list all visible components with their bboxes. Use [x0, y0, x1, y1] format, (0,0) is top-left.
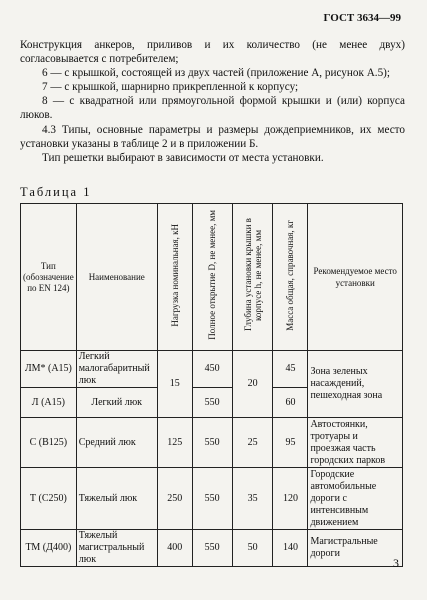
cell-opening: 450	[192, 351, 232, 388]
paragraph: 4.3 Типы, основные параметры и размеры дождеприемников, их место установки указаны в таблице 2 и в приложении Б.	[20, 123, 405, 150]
cell-type: ТМ (Д400)	[21, 530, 77, 567]
cell-opening: 550	[192, 388, 232, 418]
cell-type: Т (С250)	[21, 468, 77, 530]
paragraph: Конструкция анкеров, приливов и их количество (не менее двух) согласовывается с потребителем;	[20, 39, 405, 66]
cell-mass: 45	[273, 351, 308, 388]
parameters-table	[20, 203, 403, 567]
cell-load: 125	[157, 418, 192, 468]
col-header-type: Тип (обозначение по EN 124)	[21, 204, 77, 351]
cell-type: С (В125)	[21, 418, 77, 468]
cell-load: 250	[157, 468, 192, 530]
cell-mass: 120	[273, 468, 308, 530]
col-header-depth: Глубина установки крышки в корпусе h, не менее, мм	[232, 204, 273, 351]
paragraph: 6 — с крышкой, состоящей из двух частей (приложение А, рисунок А.5);	[42, 67, 391, 80]
cell-place: Зона зеленых насаждений, пешеходная зона	[308, 351, 403, 418]
cell-name: Легкий малогабаритный люк	[76, 351, 157, 388]
cell-opening: 550	[192, 530, 232, 567]
col-header-name: Наименование	[76, 204, 157, 351]
table-row	[21, 418, 403, 468]
table-row	[21, 530, 403, 567]
table-header-row	[21, 204, 403, 351]
cell-type: ЛМ* (А15)	[21, 351, 77, 388]
cell-name: Средний люк	[76, 418, 157, 468]
cell-load: 400	[157, 530, 192, 567]
cell-load: 15	[157, 351, 192, 418]
cell-name: Тяжелый люк	[76, 468, 157, 530]
table-row	[21, 468, 403, 530]
cell-depth: 35	[232, 468, 273, 530]
cell-place: Автостоянки, тротуары и проезжая часть городских парков	[308, 418, 403, 468]
paragraph: 8 — с квадратной или прямоугольной формой крышки и (или) корпуса люков.	[20, 95, 405, 122]
cell-type: Л (А15)	[21, 388, 77, 418]
paragraph: 7 — с крышкой, шарнирно прикрепленной к корпусу;	[42, 81, 299, 94]
cell-depth: 20	[232, 351, 273, 418]
cell-mass: 95	[273, 418, 308, 468]
col-header-opening: Полное открытие D, не менее, мм	[192, 204, 232, 351]
col-header-place: Рекомендуемое место установки	[308, 204, 403, 351]
body-text	[20, 38, 405, 165]
cell-opening: 550	[192, 418, 232, 468]
table-title: Таблица 1	[20, 185, 92, 199]
cell-place: Магистральные дороги	[308, 530, 403, 567]
paragraph: Тип решетки выбирают в зависимости от места установки.	[42, 151, 324, 164]
page-number: 3	[393, 556, 399, 570]
cell-depth: 25	[232, 418, 273, 468]
table-row	[21, 351, 403, 388]
cell-place: Городские автомобильные дороги с интенсивным движением	[308, 468, 403, 530]
col-header-mass: Масса общая, справочная, кг	[273, 204, 308, 351]
document-header: ГОСТ 3634—99	[323, 12, 401, 24]
cell-mass: 140	[273, 530, 308, 567]
cell-depth: 50	[232, 530, 273, 567]
cell-name: Тяжелый магистральный люк	[76, 530, 157, 567]
cell-opening: 550	[192, 468, 232, 530]
cell-name: Легкий люк	[76, 388, 157, 418]
cell-mass: 60	[273, 388, 308, 418]
col-header-load: Нагрузка номинальная, кН	[157, 204, 192, 351]
